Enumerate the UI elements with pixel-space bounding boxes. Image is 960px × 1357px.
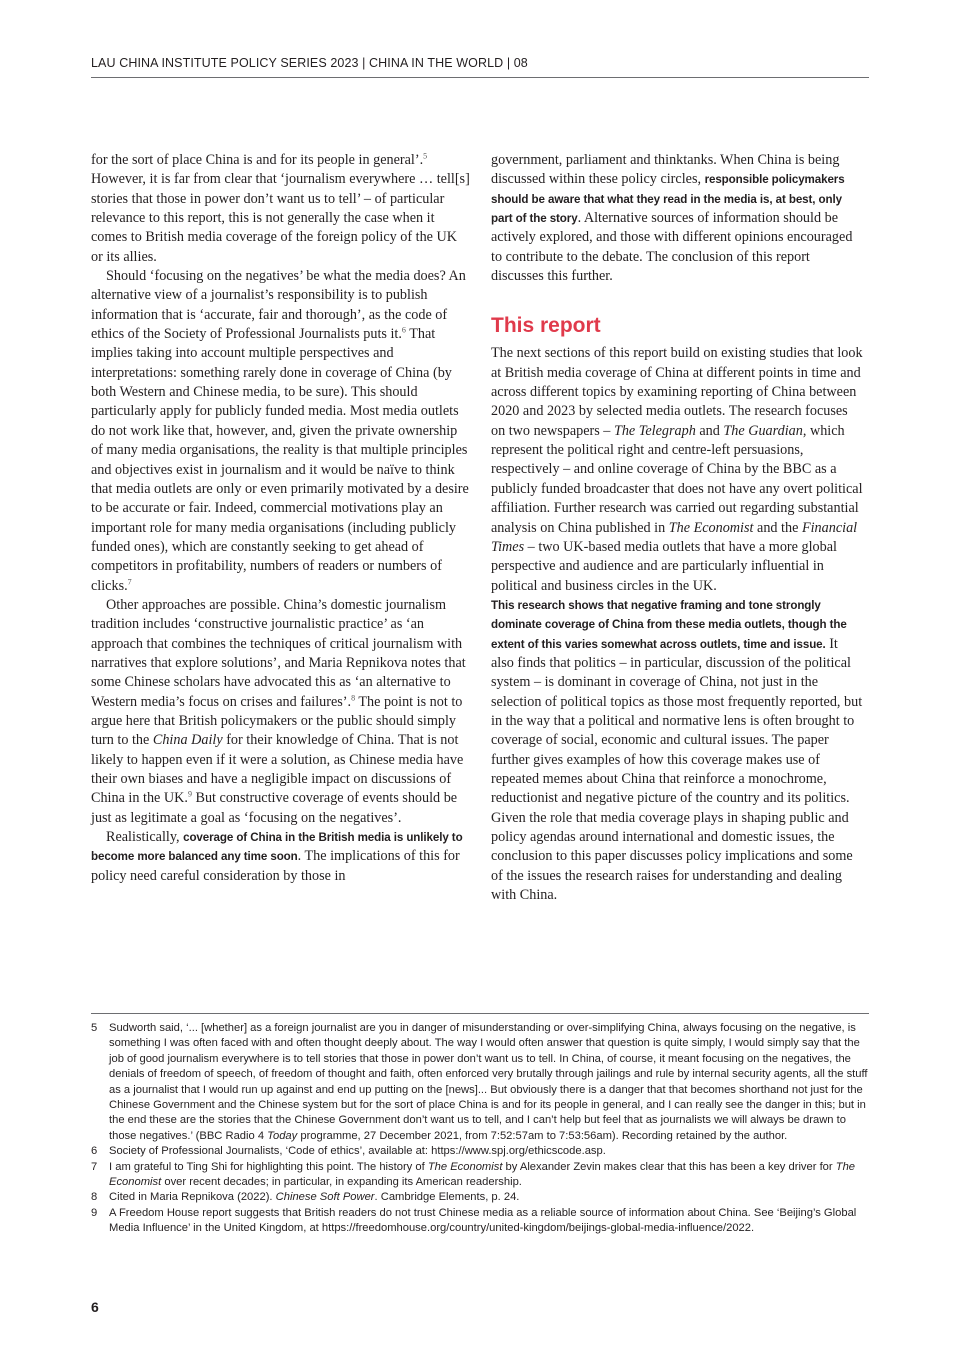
highlight-text: responsible policymakers should be aware that what they read in the media is, at best, only part of the story <box>491 173 845 226</box>
paragraph: Realistically, coverage of China in the British media is unlikely to become more balanced any time soon. The implications of this for policy need careful consideration by those in <box>91 829 463 884</box>
footnote: 7 I am grateful to Ting Shi for highlighting this point. The history of The Economist by Alexander Zevin makes clear that this has been a key driver for The Economist over recent decades; in particular, in expanding its American readership. <box>91 1160 856 1189</box>
paragraph: government, parliament and thinktanks. When China is being discussed within these policy circles, responsible policymakers should be aware that what they read in the media is, at best, only part of the story. Alternative sources of information should be actively explored, and those with different opinions encouraged to contribute to the debate. The conclusion of this report discusses this further. <box>491 152 853 285</box>
paragraph: Should ‘focusing on the negatives’ be what the media does? An alternative view of a journalist’s responsibility is to publish information that is ‘accurate, fair and thorough’, as the code of ethics of the Society of Professional Journalists puts it.$^6$ That implies taking into account multiple perspectives and interpretations: something rarely done in coverage of China (by both Western and Chinese media, to be sure). This should particularly apply for publicly funded media. Most media outlets do not work like that, however, and, given the private ownership of many media organisations, the reality is that multiple principles and objectives exist in journalism and it would be naïve to think that media outlets are only or even primarily motivated by a desire to be accurate or fair. Indeed, commercial motivations play an important role for many media organisations (including publicly funded ones), which are constantly seeking to get ahead of competitors in profitability, numbers of readers or numbers of clicks.$^7$ <box>91 268 469 594</box>
footnote-ref[interactable]: 9 <box>187 789 192 799</box>
paragraph: Other approaches are possible. China’s domestic journalism tradition includes ‘constructive journalistic practice’ as ‘an approach that combines the techniques of critical journalism with narratives that explore solutions’, and Maria Repnikova notes that some Chinese scholars have advocated this as ‘an alternative to Western media’s focus on crises and failures’.$^8$ The point is not to argue here that British policymakers or the public should simply turn to the China Daily for their knowledge of China. That is not likely to happen even if it were a solution, as Chinese media have their own biases and have a negligible impact on discussions of China in the UK.$^9$ But constructive coverage of events should be just as legitimate a goal as ‘focusing on the negatives’. <box>91 596 466 826</box>
right-column <box>491 151 863 905</box>
footnote: 9 A Freedom House report suggests that British readers do not trust Chinese media as a reliable source of information about China. See ‘Beijing’s Global Media Influence’ in the United Kingdom, at https://freedomhouse.org/country/united-kingdom/beijings-global-media-influence/2022. <box>91 1206 857 1235</box>
running-header: LAU CHINA INSTITUTE POLICY SERIES 2023 | CHINA IN THE WORLD | 08 <box>91 56 869 78</box>
highlight-text: coverage of China in the British media is unlikely to become more balanced any time soon <box>91 831 463 864</box>
highlight-text: This research shows that negative framing and tone strongly dominate coverage of China from these media outlets, though the extent of this varies somewhat across outlets, time and issue. <box>491 598 847 651</box>
page-number: 6 <box>91 1299 99 1315</box>
footnote-ref[interactable]: 8 <box>351 692 356 702</box>
footnote: 5 Sudworth said, ‘... [whether] as a foreign journalist are you in danger of misunderstanding or over-simplifying China, always focusing on the negative, is something I was often faced with and often thought deeply about. The way I would often answer that question is quite simply, I would simply say that the job of good journalism everywhere is to tell stories that those in power don’t want us to tell. In China, of course, it meant focusing on the negatives, the denials of freedom of speech, of freedom of thought and faith, often enforced very brutally through jailings and rule by internal security agents, all the stuff as a journalist that I would run up against and end up putting on the [news]... But obviously there is a danger that that becomes shorthand not just for the Chinese Government and the Chinese system but for the sort of place China is and for its people in general, and I can really see the danger in this; but in the end these are the stories that the Chinese Government don’t want us to tell, and I can’t help but feel that as journalists we will always be drawn to those negatives.’ (BBC Radio 4 Today programme, 27 December 2021, from 7:52:57am to 7:53:56am). Recording retained by the author. <box>91 1022 868 1142</box>
paragraph: This research shows that negative framing and tone strongly dominate coverage of China from these media outlets, though the extent of this varies somewhat across outlets, time and issue. It also finds that politics – in particular, discussion of the political system – is dominant in coverage of China, not just in the selection of political topics as those most frequently reported, but in the way that a political and normative lens is often brought to coverage of social, economic and cultural issues. The paper further gives examples of how this coverage makes use of repeated memes about China that reinforce a monochrome, reductionist and negative picture of the country and its politics. Given the role that media coverage plays in shaping public and policy agendas around international and domestic issues, the conclusion to this paper discusses policy implications and some of the issues the research raises for understanding and dealing with China. <box>491 598 863 904</box>
section-title: This report <box>491 314 601 338</box>
footnote: 8 Cited in Maria Repnikova (2022). Chinese Soft Power. Cambridge Elements, p. 24. <box>91 1191 520 1204</box>
footnote: 6 Society of Professional Journalists, ‘Code of ethics’, available at: https://www.spj.org/ethicscode.asp. <box>91 1145 606 1158</box>
paragraph: for the sort of place China is and for its people in general’.$^5$ However, it is far from clear that ‘journalism everywhere … tell[s] stories that those in power don’t want us to tell’ – of particular relevance to this report, this is not generally the case when it comes to British media coverage of the foreign policy of the UK or its allies. <box>91 151 470 265</box>
footnote-ref[interactable]: 7 <box>127 576 132 586</box>
paragraph: The next sections of this report build on existing studies that look at British media coverage of China at different points in time and across different topics by examining reporting of China between 2020 and 2023 by selected media outlets. The research focuses on two newspapers – The Telegraph and The Guardian, which represent the political right and centre-left persuasions, respectively – and online coverage of China by the BBC as a publicly funded broadcaster that does not have any overt political affiliation. Further research was carried out regarding substantial analysis on China published in The Economist and the Financial Times – two UK-based media outlets that have a more global perspective and audience and are particularly influential in political and business circles in the UK. <box>491 345 863 594</box>
footnote-ref[interactable]: 6 <box>401 325 406 335</box>
footnote-ref[interactable]: 5 <box>423 151 428 161</box>
left-column <box>91 151 471 886</box>
footnotes <box>91 1013 869 1237</box>
